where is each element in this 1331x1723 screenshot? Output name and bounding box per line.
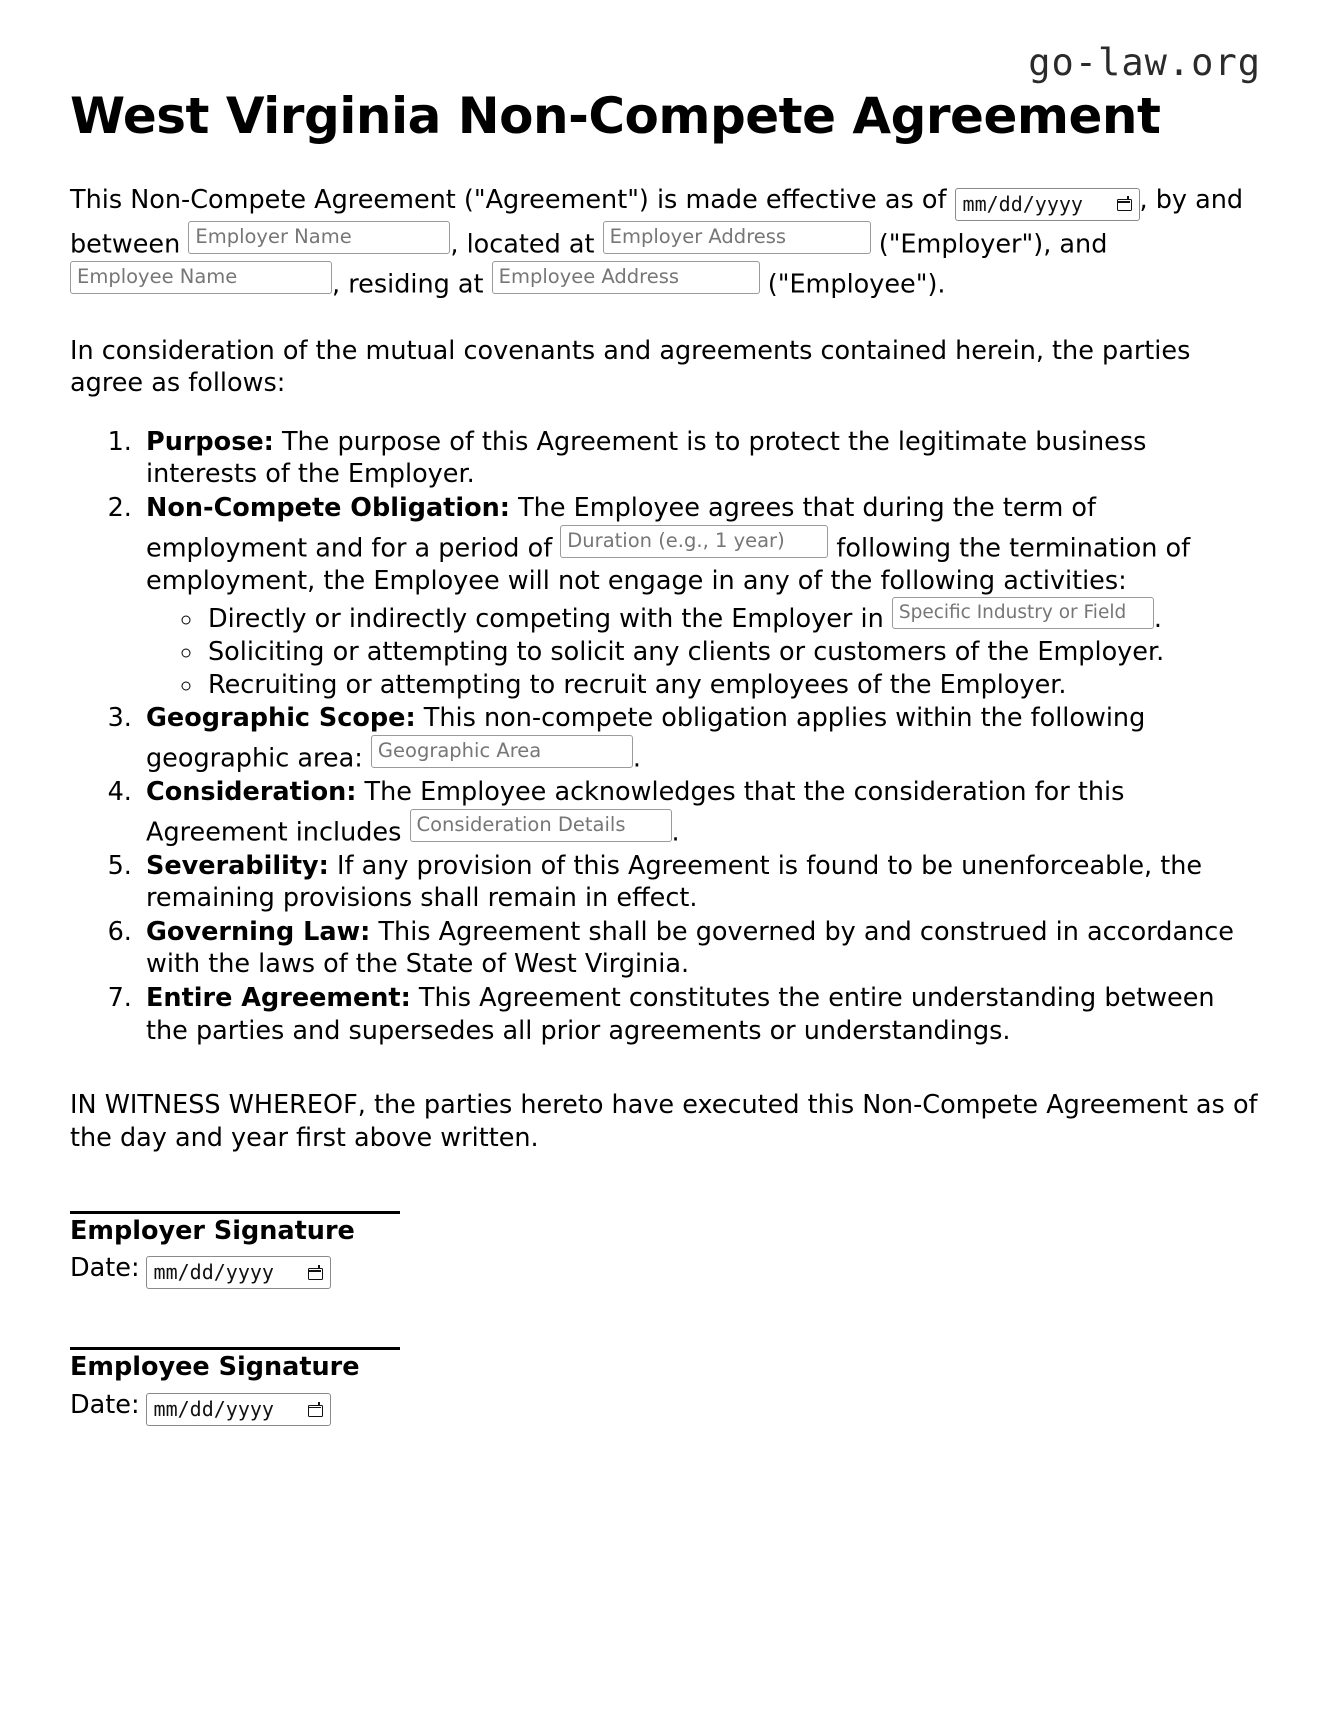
- calendar-icon: [1117, 196, 1132, 211]
- clause-purpose: [140, 426, 1261, 491]
- intro-paragraph: [70, 184, 1261, 301]
- clause-non-compete-text-a: The Employee agrees that during the term of employment and for a period of: [146, 493, 1097, 563]
- activity-competing: [204, 597, 1261, 636]
- calendar-icon: [308, 1265, 323, 1280]
- clause-non-compete-label: Non-Compete Obligation:: [146, 493, 510, 523]
- employee-date-label: Date:: [70, 1390, 140, 1421]
- employer-date-row: [70, 1252, 1261, 1289]
- clause-non-compete-obligation: [140, 492, 1261, 701]
- clause-entire-agreement-label: Entire Agreement:: [146, 983, 411, 1013]
- employee-address-input[interactable]: Employee Address: [492, 261, 760, 294]
- clause-entire-agreement-text: This Agreement constitutes the entire understanding between the parties and supersedes all prior agreements or understandings.: [146, 983, 1215, 1046]
- employer-date-input[interactable]: [146, 1256, 331, 1289]
- clause-purpose-text: The purpose of this Agreement is to protect the legitimate business interests of the Employer.: [146, 426, 1147, 490]
- site-watermark: go-law.org: [1028, 41, 1261, 84]
- clause-governing-law: [140, 916, 1261, 981]
- clause-consideration-label: Consideration:: [146, 776, 357, 807]
- page-title: West Virginia Non-Compete Agreement: [70, 87, 1161, 145]
- employer-signature-block: [70, 1211, 1261, 1290]
- clause-geographic-text-a: This non-compete obligation applies within the following geographic area:: [146, 703, 1146, 774]
- employee-name-input[interactable]: Employee Name: [70, 261, 332, 294]
- clause-consideration-text-b: .: [671, 816, 680, 847]
- employee-signature-line: [70, 1347, 400, 1350]
- consideration-details-input[interactable]: Consideration Details: [410, 809, 672, 842]
- clauses-list: [70, 426, 1261, 1048]
- employer-signature-line: [70, 1211, 400, 1214]
- intro-text-4: ("Employer"), and: [870, 228, 1108, 259]
- intro-text-6: ("Employee").: [759, 268, 946, 299]
- activity-competing-text-a: Directly or indirectly competing with the Employer in: [208, 604, 892, 635]
- clause-severability: [140, 850, 1261, 915]
- intro-text-2: , by and between: [70, 184, 1244, 259]
- employer-signature-label: Employer Signature: [70, 1215, 355, 1246]
- clause-consideration: [140, 776, 1261, 849]
- intro-text-1: This Non-Compete Agreement ("Agreement") is made effective as of: [70, 184, 955, 215]
- clause-governing-law-text: This Agreement shall be governed by and construed in accordance with the laws of the State of West Virginia.: [146, 916, 1234, 980]
- intro-text-3: , located at: [450, 228, 603, 259]
- clause-governing-law-label: Governing Law:: [146, 916, 371, 947]
- employer-name-input[interactable]: Employer Name: [188, 221, 450, 254]
- employee-signature-block: [70, 1347, 1261, 1426]
- activity-recruiting: ◦ Recruiting or attempting to recruit any employees of the Employer.: [204, 669, 1261, 702]
- geographic-area-input[interactable]: Geographic Area: [371, 735, 633, 768]
- intro-text-5: , residing at: [332, 268, 492, 299]
- activity-competing-text-b: .: [1153, 604, 1162, 635]
- consideration-paragraph: In consideration of the mutual covenants and agreements contained herein, the parties agree as follows:: [70, 335, 1191, 399]
- clause-geographic-scope: [140, 702, 1261, 775]
- employee-date-input[interactable]: [146, 1393, 331, 1426]
- duration-input[interactable]: Duration (e.g., 1 year): [560, 525, 828, 558]
- clause-consideration-text-a: The Employee acknowledges that the consideration for this Agreement includes: [146, 776, 1125, 847]
- clause-severability-label: Severability:: [146, 850, 329, 881]
- activity-soliciting: ◦ Soliciting or attempting to solicit any clients or customers of the Employer.: [204, 636, 1261, 669]
- employer-date-placeholder: mm/dd/yyyy: [153, 1260, 274, 1285]
- prohibited-activities-list: [146, 597, 1261, 701]
- witness-paragraph: IN WITNESS WHEREOF, the parties hereto have executed this Non-Compete Agreement as of the day and year first above written.: [70, 1090, 1258, 1153]
- employer-address-input[interactable]: Employer Address: [603, 221, 871, 254]
- clause-entire-agreement: [140, 982, 1261, 1047]
- clause-severability-text: If any provision of this Agreement is found to be unenforceable, the remaining provisions shall remain in effect.: [146, 850, 1203, 914]
- employee-date-placeholder: mm/dd/yyyy: [153, 1397, 274, 1422]
- employee-date-row: [70, 1389, 1261, 1426]
- employee-signature-label: Employee Signature: [70, 1352, 360, 1383]
- clause-non-compete-text-b: following the termination of employment, the Employee will not engage in any of the following activities:: [146, 533, 1191, 596]
- calendar-icon: [308, 1402, 323, 1417]
- employer-date-label: Date:: [70, 1253, 140, 1284]
- clause-geographic-text-b: .: [632, 743, 642, 774]
- industry-field-input[interactable]: Specific Industry or Field: [892, 597, 1154, 629]
- clause-geographic-label: Geographic Scope:: [146, 703, 416, 734]
- clause-purpose-label: Purpose:: [146, 426, 274, 457]
- effective-date-input[interactable]: [955, 188, 1140, 221]
- effective-date-placeholder: mm/dd/yyyy: [962, 191, 1083, 216]
